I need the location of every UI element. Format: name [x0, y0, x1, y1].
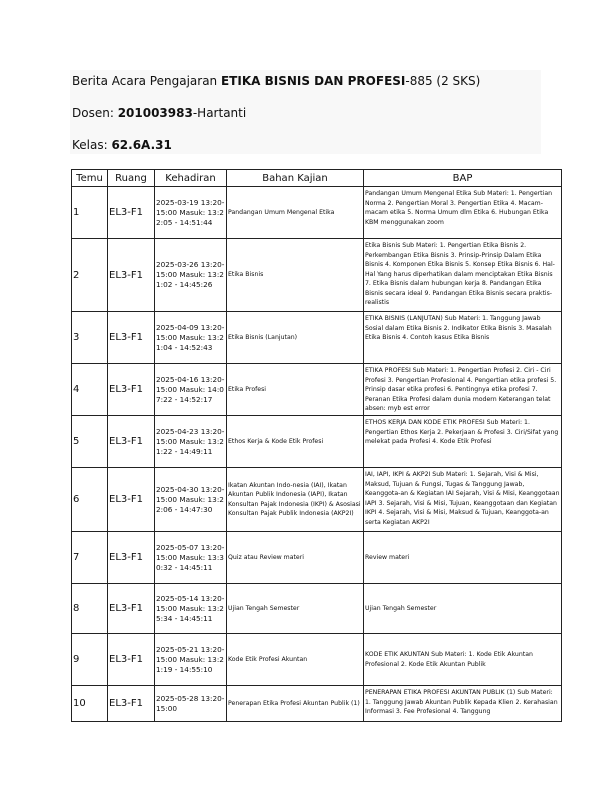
attendance-table [71, 169, 562, 722]
bap-cell: Review materi [364, 532, 562, 584]
ruang-cell: EL3-F1 [108, 364, 155, 416]
ruang-cell: EL3-F1 [108, 187, 155, 239]
kehadiran-cell: 2025-03-26 13:20-15:00 Masuk: 13:21:02 - 14:45:26 [155, 239, 227, 312]
table-row [72, 584, 562, 634]
temu-cell: 6 [72, 468, 108, 532]
ruang-cell: EL3-F1 [108, 584, 155, 634]
temu-cell: 4 [72, 364, 108, 416]
col-header-ruang: Ruang [108, 170, 155, 187]
kehadiran-cell: 2025-05-14 13:20-15:00 Masuk: 13:25:34 - 14:45:11 [155, 584, 227, 634]
report-title [72, 74, 480, 88]
temu-cell: 7 [72, 532, 108, 584]
lecturer-name: -Hartanti [192, 106, 247, 120]
bap-cell: ETIKA PROFESI Sub Materi: 1. Pengertian Profesi 2. Ciri - Ciri Profesi 3. Pengertian Profesional 4. Pengertian etika profesi 5. Prinsip dasar etika profesi 6. Pentingnya etika profesi 7. Peranan Etika Profesi dalam dunia modern Keterangan telat absen: myb est error [364, 364, 562, 416]
ruang-cell: EL3-F1 [108, 312, 155, 364]
lecturer-id: 201003983 [117, 106, 193, 120]
bahan-cell: Quiz atau Review materi [227, 532, 364, 584]
temu-cell: 8 [72, 584, 108, 634]
ruang-cell: EL3-F1 [108, 532, 155, 584]
course-suffix: -885 (2 SKS) [405, 74, 481, 88]
lecturer-line [72, 106, 246, 120]
table-row [72, 187, 562, 239]
class-label: Kelas: [72, 138, 112, 152]
table-row [72, 634, 562, 686]
ruang-cell: EL3-F1 [108, 468, 155, 532]
temu-cell: 1 [72, 187, 108, 239]
bahan-cell: Etika Bisnis [227, 239, 364, 312]
bap-cell: KODE ETIK AKUNTAN Sub Materi: 1. Kode Etik Akuntan Profesional 2. Kode Etik Akuntan Publik [364, 634, 562, 686]
class-value: 62.6A.31 [111, 138, 172, 152]
bahan-cell: Kode Etik Profesi Akuntan [227, 634, 364, 686]
bahan-cell: Ethos Kerja & Kode Etik Profesi [227, 416, 364, 468]
kehadiran-cell: 2025-03-19 13:20-15:00 Masuk: 13:22:05 - 14:51:44 [155, 187, 227, 239]
kehadiran-cell: 2025-04-16 13:20-15:00 Masuk: 14:07:22 - 14:52:17 [155, 364, 227, 416]
temu-cell: 10 [72, 686, 108, 722]
bap-cell: Ujian Tengah Semester [364, 584, 562, 634]
temu-cell: 5 [72, 416, 108, 468]
course-name: ETIKA BISNIS DAN PROFESI [220, 74, 406, 88]
bahan-cell: Pandangan Umum Mengenal Etika [227, 187, 364, 239]
bap-cell: Etika Bisnis Sub Materi: 1. Pengertian Etika Bisnis 2. Perkembangan Etika Bisnis 3. Prinsip-Prinsip Dalam Etika Bisnis 4. Komponen Etika Bisnis 5. Konsep Etika Bisnis 6. Hal-Hal Yang harus diperhatikan dalam menciptakan Etika Bisnis 7. Etika Bisnis dalam hubungan kerja 8. Pandangan Etika Bisnis secara ideal 9. Pandangan Etika Bisnis secara praktis-realistis [364, 239, 562, 312]
ruang-cell: EL3-F1 [108, 634, 155, 686]
title-prefix: Berita Acara Pengajaran [72, 74, 221, 88]
ruang-cell: EL3-F1 [108, 416, 155, 468]
table-row [72, 686, 562, 722]
table-row [72, 312, 562, 364]
table-row [72, 468, 562, 532]
bap-cell: PENERAPAN ETIKA PROFESI AKUNTAN PUBLIK (1) Sub Materi: 1. Tanggung Jawab Akuntan Publik Kepada Klien 2. Kerahasian Informasi 3. Fee Profesional 4. Tanggung [364, 686, 562, 722]
ruang-cell: EL3-F1 [108, 686, 155, 722]
table-row [72, 364, 562, 416]
temu-cell: 3 [72, 312, 108, 364]
lecturer-label: Dosen: [72, 106, 118, 120]
table-row [72, 239, 562, 312]
table-row [72, 532, 562, 584]
table-header-row [72, 170, 562, 187]
temu-cell: 9 [72, 634, 108, 686]
temu-cell: 2 [72, 239, 108, 312]
kehadiran-cell: 2025-04-23 13:20-15:00 Masuk: 13:21:22 - 14:49:11 [155, 416, 227, 468]
table-row [72, 416, 562, 468]
col-header-bahan-kajian: Bahan Kajian [227, 170, 364, 187]
bap-cell: IAI, IAPI, IKPI & AKP2I Sub Materi: 1. Sejarah, Visi & Misi, Maksud, Tujuan & Fungsi, Tugas & Tanggung Jawab, Keanggota-an & Kegiatan IAI Sejarah, Visi & Misi, Keanggotaan IAPI 3. Sejarah, Visi & Misi, Tujuan, Keanggotaan dan Kegiatan IKPI 4. Sejarah, Visi & Misi, Maksud & Tujuan, Keanggota-an serta Kegiatan AKP2I [364, 468, 562, 532]
kehadiran-cell: 2025-05-28 13:20-15:00 [155, 686, 227, 722]
col-header-kehadiran: Kehadiran [155, 170, 227, 187]
bahan-cell: Penerapan Etika Profesi Akuntan Publik (1) [227, 686, 364, 722]
bap-cell: ETHOS KERJA DAN KODE ETIK PROFESI Sub Materi: 1. Pengertian Ethos Kerja 2. Pekerjaan & Profesi 3. Ciri/Sifat yang melekat pada Profesi 4. Kode Etik Profesi [364, 416, 562, 468]
kehadiran-cell: 2025-05-07 13:20-15:00 Masuk: 13:30:32 - 14:45:11 [155, 532, 227, 584]
bap-cell: ETIKA BISNIS (LANJUTAN) Sub Materi: 1. Tanggung Jawab Sosial dalam Etika Bisnis 2. Indikator Etika Bisnis 3. Masalah Etika Bisnis 4. Contoh kasus Etika Bisnis [364, 312, 562, 364]
bahan-cell: Ikatan Akuntan Indo-nesia (IAI), Ikatan Akuntan Publik Indonesia (IAPI), Ikatan Konsultan Pajak Indonesia (IKPI) & Asosiasi Konsultan Pajak Publik Indonesia (AKP2I) [227, 468, 364, 532]
kehadiran-cell: 2025-05-21 13:20-15:00 Masuk: 13:21:19 - 14:55:10 [155, 634, 227, 686]
bahan-cell: Etika Profesi [227, 364, 364, 416]
class-line [72, 138, 172, 152]
bahan-cell: Etika Bisnis (Lanjutan) [227, 312, 364, 364]
bap-cell: Pandangan Umum Mengenal Etika Sub Materi: 1. Pengertian Norma 2. Pengertian Moral 3. Pengertian Etika 4. Macam-macam etika 5. Norma Umum dlm Etika 6. Hubungan Etika KBM menggunakan zoom [364, 187, 562, 239]
col-header-bap: BAP [364, 170, 562, 187]
ruang-cell: EL3-F1 [108, 239, 155, 312]
col-header-temu: Temu [72, 170, 108, 187]
kehadiran-cell: 2025-04-09 13:20-15:00 Masuk: 13:21:04 - 14:52:43 [155, 312, 227, 364]
kehadiran-cell: 2025-04-30 13:20-15:00 Masuk: 13:22:06 - 14:47:30 [155, 468, 227, 532]
bahan-cell: Ujian Tengah Semester [227, 584, 364, 634]
